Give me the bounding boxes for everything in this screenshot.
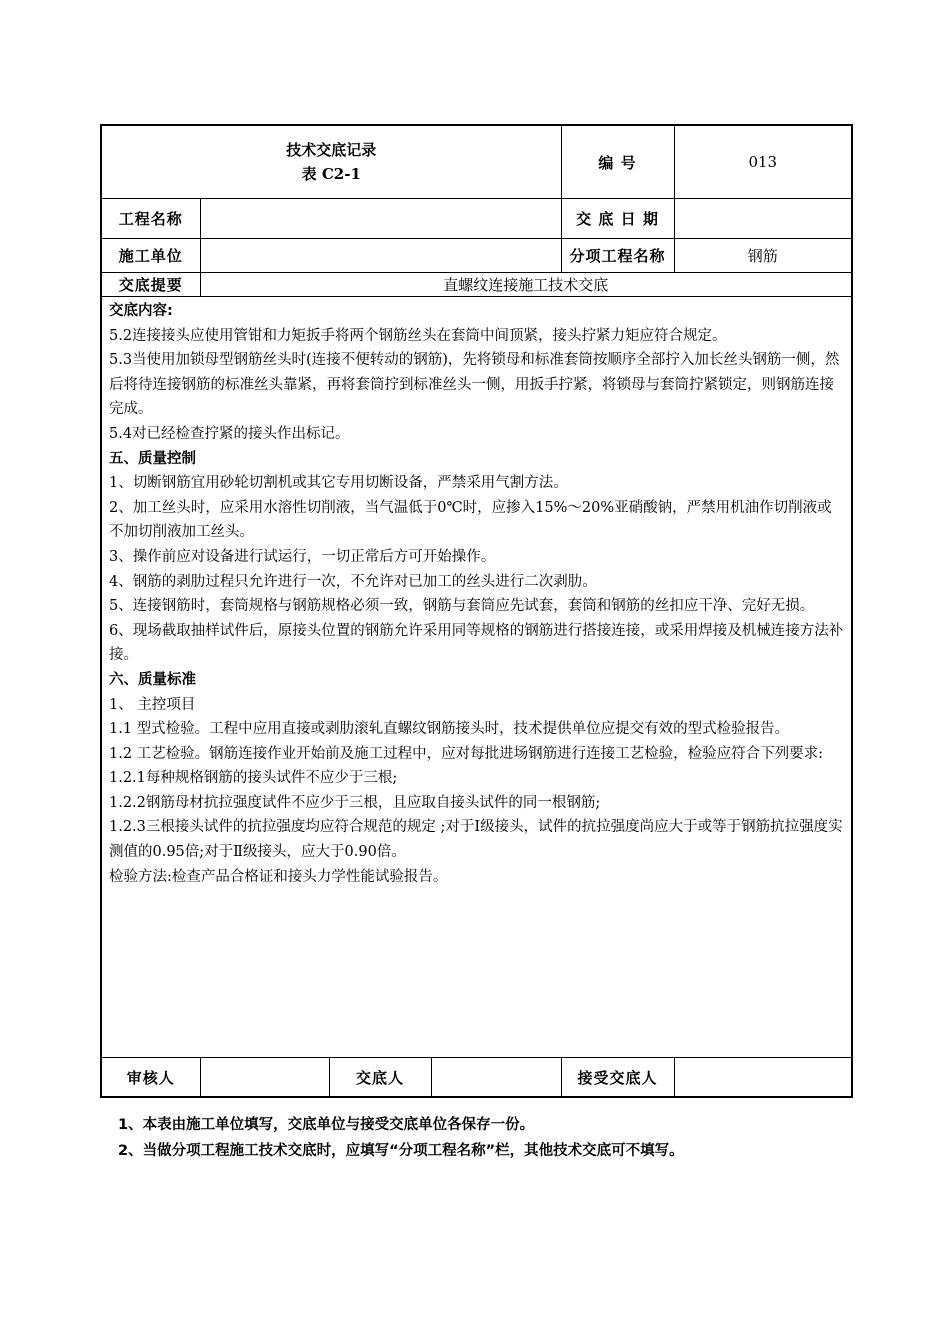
content-paragraph: 5、连接钢筋时，套筒规格与钢筋规格必须一致，钢筋与套筒应先试套，套筒和钢筋的丝扣应干净、完好无损。 — [109, 598, 815, 615]
footnote: 1、本表由施工单位填写，交底单位与接受交底单位各保存一份。 — [118, 1117, 535, 1133]
reviewer-label: 审核人 — [101, 1058, 200, 1098]
content-paragraph: 6、现场截取抽样试件后，原接头位置的钢筋允许采用同等规格的钢筋进行搭接连接，或采用焊接及机械连接方法补接。 — [109, 622, 844, 664]
summary-field[interactable]: 直螺纹连接施工技术交底 — [200, 273, 852, 297]
footnote: 2、当做分项工程施工技术交底时，应填写“分项工程名称”栏，其他技术交底可不填写。 — [118, 1143, 684, 1159]
content-paragraph: 4、钢筋的剥肋过程只允许进行一次，不允许对已加工的丝头进行二次剥肋。 — [109, 573, 597, 590]
unit-field[interactable] — [200, 239, 561, 273]
content-paragraph: 1、切断钢筋宜用砂轮切割机或其它专用切断设备，严禁采用气割方法。 — [109, 475, 568, 492]
project-name-label: 工程名称 — [101, 199, 200, 239]
content-paragraph: 3、操作前应对设备进行试运行，一切正常后方可开始操作。 — [109, 548, 496, 565]
presenter-label: 交底人 — [329, 1058, 431, 1098]
unit-label: 施工单位 — [101, 239, 200, 273]
technical-briefing-form — [100, 124, 853, 1098]
content-paragraph: 1.2.2钢筋母材抗拉强度试件不应少于三根，且应取自接头试件的同一根钢筋; — [109, 794, 601, 811]
content-paragraph: 5.4对已经检查拧紧的接头作出标记。 — [109, 425, 350, 442]
receiver-label: 接受交底人 — [561, 1058, 674, 1098]
section-heading-quality-control: 五、质量控制 — [109, 450, 196, 467]
date-label: 交 底 日 期 — [561, 199, 674, 239]
content-paragraph: 1.1 型式检验。工程中应用直接或剥肋滚轧直螺纹钢筋接头时，技术提供单位应提交有效的型式检验报告。 — [109, 721, 790, 738]
number-value[interactable]: 013 — [674, 125, 852, 199]
number-label: 编 号 — [561, 125, 674, 199]
subproject-label: 分项工程名称 — [561, 239, 674, 273]
content-body — [109, 299, 844, 889]
content-section — [101, 297, 852, 1058]
content-paragraph: 5.2连接接头应使用管钳和力矩扳手将两个钢筋丝头在套筒中间顶紧，接头拧紧力矩应符合规定。 — [109, 327, 727, 344]
form-title — [101, 125, 561, 199]
content-heading: 交底内容: — [109, 303, 173, 319]
presenter-field[interactable] — [431, 1058, 561, 1098]
content-paragraph: 1.2.3三根接头试件的抗拉强度均应符合规范的规定 ;对于Ⅰ级接头，试件的抗拉强度尚应大于或等于钢筋抗拉强度实测值的0.95倍;对于Ⅱ级接头，应大于0.90倍。 — [109, 819, 843, 861]
content-paragraph: 检验方法:检查产品合格证和接头力学性能试验报告。 — [109, 868, 448, 885]
project-name-field[interactable] — [200, 199, 561, 239]
subproject-field[interactable]: 钢筋 — [674, 239, 852, 273]
receiver-field[interactable] — [674, 1058, 852, 1098]
content-paragraph: 1、 主控项目 — [109, 696, 196, 713]
section-heading-quality-standard: 六、质量标准 — [109, 671, 196, 688]
footnotes — [118, 1112, 684, 1164]
content-paragraph: 1.2.1每种规格钢筋的接头试件不应少于三根; — [109, 770, 398, 787]
summary-label: 交底提要 — [101, 273, 200, 297]
content-paragraph: 5.3当使用加锁母型钢筋丝头时(连接不便转动的钢筋)，先将锁母和标准套筒按顺序全部拧入加长丝头钢筋一侧，然后将待连接钢筋的标准丝头靠紧，再将套筒拧到标准丝头一侧，用扳手拧紧，将锁母与套筒拧紧锁定，则钢筋连接完成。 — [109, 352, 840, 418]
date-field[interactable] — [674, 199, 852, 239]
content-paragraph: 2、加工丝头时，应采用水溶性切削液，当气温低于0℃时，应掺入15%～20%亚硝酸钠，严禁用机油作切削液或不加切削液加工丝头。 — [109, 499, 832, 541]
form-title-line2: 表 C2-1 — [301, 165, 361, 183]
form-title-line1: 技术交底记录 — [286, 141, 377, 159]
reviewer-field[interactable] — [200, 1058, 329, 1098]
content-paragraph: 1.2 工艺检验。钢筋连接作业开始前及施工过程中，应对每批进场钢筋进行连接工艺检验，检验应符合下列要求: — [109, 745, 824, 762]
